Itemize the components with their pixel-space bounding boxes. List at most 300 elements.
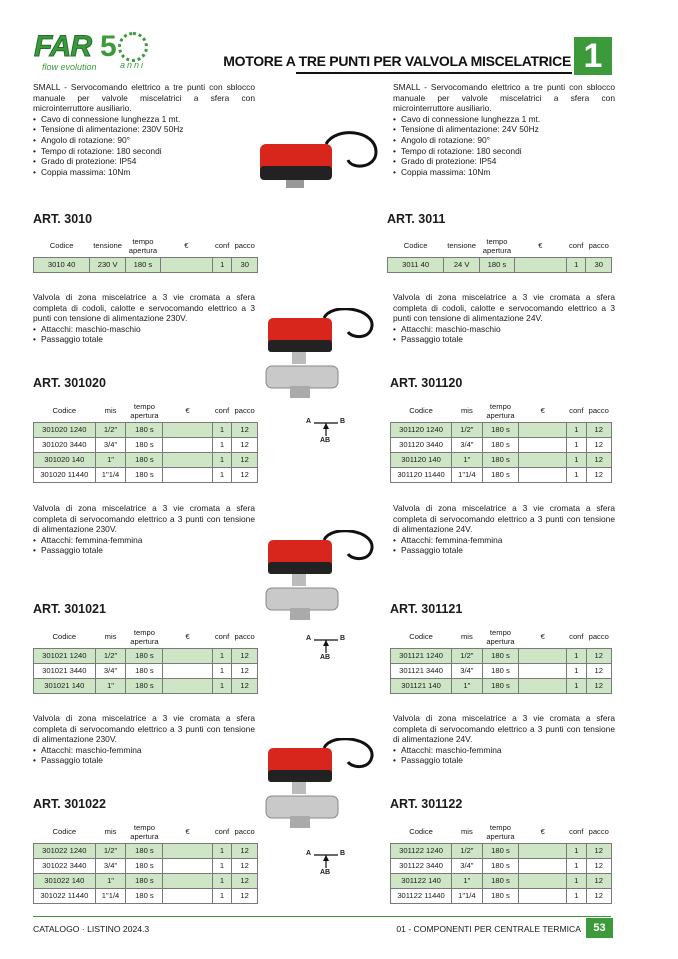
table-row xyxy=(391,437,612,452)
port-a-label: A xyxy=(306,418,312,425)
table-cell-tempo: 180 s xyxy=(126,467,163,482)
table-cell-pacco: 12 xyxy=(232,843,258,858)
table-cell-tempo: 180 s xyxy=(126,663,163,678)
brand-logo xyxy=(34,30,152,74)
column-header-mis: mis xyxy=(460,827,473,837)
actuator-image xyxy=(256,130,386,192)
table-cell-mis: 1/2" xyxy=(452,843,483,858)
table-cell-euro xyxy=(163,467,212,482)
table-row xyxy=(34,663,258,678)
table-cell-mis: 3/4" xyxy=(95,663,126,678)
table-cell-tempo: 180 s xyxy=(126,422,163,437)
column-header-conf: conf xyxy=(214,406,230,416)
table-cell-pacco: 12 xyxy=(232,422,258,437)
valve-image-301022 xyxy=(262,738,382,830)
column-header-pacco: pacco xyxy=(234,406,255,416)
port-b-label: B xyxy=(340,850,346,857)
table-cell-euro xyxy=(519,678,567,693)
table-row xyxy=(34,873,258,888)
table-cell-euro xyxy=(163,452,212,467)
table-cell-euro xyxy=(519,873,567,888)
table-cell-codice: 301122 3440 xyxy=(391,858,452,873)
price-table xyxy=(390,400,612,483)
column-header-pacco: pacco xyxy=(234,241,255,251)
table-cell-pacco: 12 xyxy=(232,663,258,678)
column-header-mis: mis xyxy=(104,827,117,837)
table-cell-conf: 1 xyxy=(212,467,232,482)
price-table xyxy=(33,400,258,483)
description-text: Valvola di zona miscelatrice a 3 vie cromata a sfera completa di servocomando elettrico a 3 punti con tensione di alimentazione 230V. xyxy=(33,503,255,535)
column-header-tempo: tempo apertura xyxy=(130,822,159,841)
column-header-codice: Codice xyxy=(52,406,77,416)
feature-item: • Attacchi: maschio-maschio xyxy=(33,324,255,335)
table-row xyxy=(34,452,258,467)
column-header-conf: conf xyxy=(569,406,584,416)
table-cell-tempo: 180 s xyxy=(126,452,163,467)
table-cell-pacco: 12 xyxy=(586,422,612,437)
table-cell-conf: 1 xyxy=(567,422,586,437)
article-number: ART. 301122 xyxy=(390,797,463,811)
table-cell-euro xyxy=(519,648,567,663)
table-cell-pacco: 12 xyxy=(232,678,258,693)
table-cell-conf: 1 xyxy=(566,257,585,272)
table-cell-conf: 1 xyxy=(567,873,586,888)
chapter-badge: 1 xyxy=(574,37,612,75)
table-cell-pacco: 12 xyxy=(232,648,258,663)
table-cell-tempo: 180 s xyxy=(126,873,163,888)
feature-item: • Angolo di rotazione: 90° xyxy=(393,135,615,146)
table-cell-mis: 1/2" xyxy=(452,422,483,437)
product-description xyxy=(393,292,615,345)
description-text: Valvola di zona miscelatrice a 3 vie cromata a sfera completa di servocomando elettrico a 3 punti con tensione di alimentazione 24V. xyxy=(393,713,615,745)
table-row xyxy=(34,843,258,858)
footer-divider xyxy=(33,916,611,917)
feature-item: • Attacchi: maschio-femmina xyxy=(393,745,615,756)
column-header-euro: € xyxy=(185,827,190,837)
column-header-tempo: tempo apertura xyxy=(486,822,515,841)
description-text: Valvola di zona miscelatrice a 3 vie cromata a sfera completa di codoli, calotte e servocomando elettrico a 3 punti con tensione di alimentazione 230V. xyxy=(33,292,255,324)
table-cell-euro xyxy=(519,888,567,903)
column-header-mis: mis xyxy=(104,632,117,642)
table-row xyxy=(391,843,612,858)
table-cell-pacco: 12 xyxy=(586,873,612,888)
table-cell-conf: 1 xyxy=(212,422,232,437)
table-row xyxy=(34,858,258,873)
table-cell-mis: 1/2" xyxy=(452,648,483,663)
page-number: 53 xyxy=(586,918,613,938)
table-cell-conf: 1 xyxy=(567,843,586,858)
table-cell-conf: 1 xyxy=(212,648,232,663)
port-a-label: A xyxy=(306,635,312,642)
table-cell-conf: 1 xyxy=(212,858,232,873)
feature-list xyxy=(393,324,615,345)
table-cell-codice: 301121 140 xyxy=(391,678,452,693)
article-number: ART. 301121 xyxy=(390,602,463,616)
table-cell-mis: 3/4" xyxy=(95,437,126,452)
table-cell-conf: 1 xyxy=(212,678,232,693)
table-cell-tempo: 180 s xyxy=(126,437,163,452)
flow-diagram xyxy=(304,414,348,454)
table-cell-euro xyxy=(163,873,212,888)
table-cell-codice: 301020 3440 xyxy=(34,437,96,452)
table-row xyxy=(391,858,612,873)
table-cell-euro xyxy=(519,452,567,467)
valve-image-301020 xyxy=(262,308,382,400)
column-header-tempo: tempo apertura xyxy=(130,627,159,646)
column-header-codice: Codice xyxy=(409,632,433,642)
table-row xyxy=(388,257,612,272)
table-cell-pacco: 30 xyxy=(232,257,258,272)
table-cell-euro xyxy=(514,257,566,272)
table-cell-tempo: 180 s xyxy=(482,663,519,678)
table-cell-codice: 301121 1240 xyxy=(391,648,452,663)
table-cell-euro xyxy=(163,437,212,452)
column-header-tempo: tempo apertura xyxy=(128,236,158,255)
logo-tagline: flow evolution xyxy=(42,62,97,72)
column-header-conf: conf xyxy=(214,827,230,837)
table-cell-euro xyxy=(163,678,212,693)
table-cell-pacco: 12 xyxy=(586,858,612,873)
product-description xyxy=(33,292,255,345)
table-cell-pacco: 12 xyxy=(232,452,258,467)
page-title: MOTORE A TRE PUNTI PER VALVOLA MISCELATRICE xyxy=(223,53,571,69)
table-row xyxy=(34,678,258,693)
article-number: ART. 3011 xyxy=(387,212,446,226)
table-cell-codice: 301120 3440 xyxy=(391,437,452,452)
table-cell-codice: 301022 1240 xyxy=(34,843,96,858)
column-header-codice: Codice xyxy=(403,241,428,251)
table-cell-tempo: 180 s xyxy=(480,257,515,272)
table-cell-tempo: 180 s xyxy=(482,452,519,467)
table-cell-mis: 1"1/4 xyxy=(95,467,126,482)
column-header-mis: mis xyxy=(104,406,117,416)
column-header-euro: € xyxy=(540,406,545,416)
table-cell-pacco: 12 xyxy=(586,888,612,903)
logo-text: FAR xyxy=(34,30,91,63)
table-cell-mis: 1"1/4 xyxy=(452,467,483,482)
product-description xyxy=(33,503,255,556)
table-cell-codice: 301020 1240 xyxy=(34,422,96,437)
column-header-tempo: tempo apertura xyxy=(486,401,515,420)
table-cell-conf: 1 xyxy=(212,843,232,858)
column-header-codice: Codice xyxy=(409,406,433,416)
feature-item: • Cavo di connessione lunghezza 1 mt. xyxy=(33,114,255,125)
table-row xyxy=(34,422,258,437)
table-cell-tempo: 180 s xyxy=(482,843,519,858)
price-table xyxy=(33,235,258,273)
table-cell-pacco: 12 xyxy=(586,437,612,452)
table-cell-euro xyxy=(160,257,212,272)
table-cell-euro xyxy=(519,843,567,858)
table-cell-pacco: 12 xyxy=(586,467,612,482)
table-cell-euro xyxy=(163,422,212,437)
logo-number: 5 xyxy=(100,30,117,63)
table-row xyxy=(391,467,612,482)
column-header-euro: € xyxy=(538,241,543,251)
table-cell-tempo: 180 s xyxy=(482,648,519,663)
table-cell-pacco: 12 xyxy=(232,467,258,482)
table-cell-tempo: 180 s xyxy=(126,888,163,903)
table-row xyxy=(34,257,258,272)
price-table xyxy=(33,626,258,694)
description-text: SMALL - Servocomando elettrico a tre punti con sblocco manuale per valvole miscelatrici a sfera con microinterruttore ausiliario. xyxy=(33,82,255,114)
table-cell-pacco: 12 xyxy=(586,843,612,858)
table-cell-conf: 1 xyxy=(567,467,586,482)
table-cell-euro xyxy=(519,858,567,873)
table-cell-codice: 301022 11440 xyxy=(34,888,96,903)
table-row xyxy=(34,467,258,482)
table-cell-pacco: 12 xyxy=(232,437,258,452)
feature-list xyxy=(33,745,255,766)
table-cell-tempo: 180 s xyxy=(126,257,161,272)
feature-item: • Coppia massima: 10Nm xyxy=(33,167,255,178)
feature-list xyxy=(33,535,255,556)
feature-list xyxy=(33,324,255,345)
feature-item: • Tempo di rotazione: 180 secondi xyxy=(393,146,615,157)
feature-item: • Tempo di rotazione: 180 secondi xyxy=(33,146,255,157)
price-table xyxy=(387,235,612,273)
table-cell-tempo: 180 s xyxy=(482,858,519,873)
table-cell-codice: 301021 3440 xyxy=(34,663,96,678)
table-cell-mis: 1/2" xyxy=(95,843,126,858)
table-cell-mis: 1"1/4 xyxy=(452,888,483,903)
table-cell-conf: 1 xyxy=(567,663,586,678)
table-cell-mis: 3/4" xyxy=(452,663,483,678)
logo-anni: anni xyxy=(120,60,146,70)
product-description xyxy=(393,503,615,556)
column-header-tensione: tensione xyxy=(447,241,476,251)
table-cell-tempo: 180 s xyxy=(482,678,519,693)
feature-list xyxy=(393,114,615,178)
table-cell-tempo: 180 s xyxy=(482,437,519,452)
table-cell-euro xyxy=(163,858,212,873)
table-cell-conf: 1 xyxy=(212,888,232,903)
column-header-euro: € xyxy=(184,241,189,251)
column-header-conf: conf xyxy=(569,632,584,642)
table-cell-mis: 1" xyxy=(95,678,126,693)
column-header-codice: Codice xyxy=(49,241,74,251)
column-header-euro: € xyxy=(540,632,545,642)
column-header-codice: Codice xyxy=(52,632,77,642)
table-cell-codice: 301120 140 xyxy=(391,452,452,467)
table-cell-codice: 301022 140 xyxy=(34,873,96,888)
column-header-codice: Codice xyxy=(52,827,77,837)
column-header-tempo: tempo apertura xyxy=(482,236,512,255)
feature-item: • Passaggio totale xyxy=(33,334,255,345)
price-table xyxy=(33,821,258,904)
table-cell-codice: 3011 40 xyxy=(388,257,444,272)
description-text: SMALL - Servocomando elettrico a tre punti con sblocco manuale per valvole miscelatrici a sfera con microinterruttore ausiliario. xyxy=(393,82,615,114)
feature-item: • Grado di protezione: IP54 xyxy=(393,156,615,167)
price-table xyxy=(390,821,612,904)
table-cell-pacco: 30 xyxy=(586,257,612,272)
table-cell-conf: 1 xyxy=(212,437,232,452)
table-cell-euro xyxy=(519,663,567,678)
table-cell-tensione: 24 V xyxy=(444,257,480,272)
feature-item: • Tensione di alimentazione: 230V 50Hz xyxy=(33,124,255,135)
table-cell-mis: 3/4" xyxy=(452,437,483,452)
article-number: ART. 301022 xyxy=(33,797,106,811)
table-cell-codice: 301020 11440 xyxy=(34,467,96,482)
column-header-tempo: tempo apertura xyxy=(130,401,159,420)
table-cell-mis: 1" xyxy=(452,678,483,693)
table-cell-euro xyxy=(163,663,212,678)
table-cell-conf: 1 xyxy=(567,648,586,663)
table-cell-pacco: 12 xyxy=(586,452,612,467)
table-row xyxy=(391,888,612,903)
column-header-euro: € xyxy=(185,632,190,642)
product-description xyxy=(33,82,255,177)
column-header-euro: € xyxy=(540,827,545,837)
table-cell-mis: 1" xyxy=(452,873,483,888)
table-row xyxy=(391,873,612,888)
table-cell-tempo: 180 s xyxy=(482,888,519,903)
article-number: ART. 3010 xyxy=(33,212,93,226)
port-b-label: B xyxy=(340,418,346,425)
product-description xyxy=(393,713,615,766)
table-row xyxy=(391,422,612,437)
column-header-codice: Codice xyxy=(409,827,433,837)
column-header-mis: mis xyxy=(460,406,473,416)
table-cell-mis: 1" xyxy=(95,452,126,467)
table-cell-codice: 301122 140 xyxy=(391,873,452,888)
footer-chapter: 01 - COMPONENTI PER CENTRALE TERMICA xyxy=(396,924,581,934)
table-cell-mis: 1" xyxy=(452,452,483,467)
table-cell-tempo: 180 s xyxy=(126,843,163,858)
flow-diagram xyxy=(304,846,348,886)
table-cell-euro xyxy=(519,422,567,437)
feature-list xyxy=(393,745,615,766)
feature-item: • Passaggio totale xyxy=(393,755,615,766)
port-a-label: A xyxy=(306,850,312,857)
column-header-tensione: tensione xyxy=(93,241,122,251)
feature-item: • Grado di protezione: IP54 xyxy=(33,156,255,167)
table-cell-pacco: 12 xyxy=(586,678,612,693)
port-ab-label: AB xyxy=(320,869,331,876)
table-cell-conf: 1 xyxy=(212,663,232,678)
feature-item: • Angolo di rotazione: 90° xyxy=(33,135,255,146)
flow-diagram xyxy=(304,631,348,671)
column-header-conf: conf xyxy=(215,241,230,251)
description-text: Valvola di zona miscelatrice a 3 vie cromata a sfera completa di servocomando elettrico a 3 punti con tensione di alimentazione 230V. xyxy=(33,713,255,745)
feature-item: • Cavo di connessione lunghezza 1 mt. xyxy=(393,114,615,125)
article-number: ART. 301020 xyxy=(33,376,106,390)
article-number: ART. 301120 xyxy=(390,376,463,390)
table-cell-codice: 301122 1240 xyxy=(391,843,452,858)
table-row xyxy=(34,888,258,903)
table-cell-mis: 1"1/4 xyxy=(95,888,126,903)
table-cell-codice: 3010 40 xyxy=(34,257,90,272)
table-cell-codice: 301022 3440 xyxy=(34,858,96,873)
table-cell-conf: 1 xyxy=(567,437,586,452)
product-description xyxy=(33,713,255,766)
feature-list xyxy=(393,535,615,556)
column-header-conf: conf xyxy=(569,241,584,251)
table-cell-conf: 1 xyxy=(567,888,586,903)
table-cell-mis: 3/4" xyxy=(95,858,126,873)
article-number: ART. 301021 xyxy=(33,602,106,616)
column-header-pacco: pacco xyxy=(588,632,609,642)
table-row xyxy=(34,437,258,452)
table-cell-mis: 3/4" xyxy=(452,858,483,873)
title-underline xyxy=(296,72,572,74)
feature-item: • Passaggio totale xyxy=(33,545,255,556)
table-cell-pacco: 12 xyxy=(586,648,612,663)
table-cell-codice: 301021 1240 xyxy=(34,648,96,663)
table-cell-euro xyxy=(163,843,212,858)
port-ab-label: AB xyxy=(320,437,331,444)
column-header-pacco: pacco xyxy=(588,827,609,837)
feature-item: • Passaggio totale xyxy=(393,545,615,556)
feature-item: • Passaggio totale xyxy=(33,755,255,766)
table-row xyxy=(391,663,612,678)
feature-item: • Tensione di alimentazione: 24V 50Hz xyxy=(393,124,615,135)
table-cell-euro xyxy=(519,467,567,482)
table-cell-codice: 301021 140 xyxy=(34,678,96,693)
table-cell-conf: 1 xyxy=(212,452,232,467)
table-cell-pacco: 12 xyxy=(232,873,258,888)
feature-item: • Attacchi: maschio-femmina xyxy=(33,745,255,756)
table-cell-codice: 301121 3440 xyxy=(391,663,452,678)
port-ab-label: AB xyxy=(320,654,331,661)
product-description xyxy=(393,82,615,177)
valve-image-301021 xyxy=(262,530,382,622)
table-row xyxy=(34,648,258,663)
table-cell-conf: 1 xyxy=(212,257,231,272)
table-cell-tempo: 180 s xyxy=(482,422,519,437)
column-header-tempo: tempo apertura xyxy=(486,627,515,646)
table-cell-codice: 301122 11440 xyxy=(391,888,452,903)
table-cell-conf: 1 xyxy=(212,873,232,888)
table-cell-tempo: 180 s xyxy=(126,858,163,873)
column-header-pacco: pacco xyxy=(588,241,609,251)
table-row xyxy=(391,452,612,467)
table-cell-conf: 1 xyxy=(567,452,586,467)
table-cell-codice: 301120 1240 xyxy=(391,422,452,437)
column-header-mis: mis xyxy=(460,632,473,642)
column-header-pacco: pacco xyxy=(234,632,255,642)
feature-item: • Passaggio totale xyxy=(393,334,615,345)
table-cell-pacco: 12 xyxy=(232,858,258,873)
column-header-pacco: pacco xyxy=(234,827,255,837)
description-text: Valvola di zona miscelatrice a 3 vie cromata a sfera completa di servocomando elettrico a 3 punti con tensione di alimentazione 24V. xyxy=(393,503,615,535)
table-cell-euro xyxy=(163,888,212,903)
feature-item: • Attacchi: maschio-maschio xyxy=(393,324,615,335)
table-cell-pacco: 12 xyxy=(586,663,612,678)
column-header-conf: conf xyxy=(569,827,584,837)
table-cell-tempo: 180 s xyxy=(126,648,163,663)
feature-list xyxy=(33,114,255,178)
port-b-label: B xyxy=(340,635,346,642)
table-cell-conf: 1 xyxy=(567,678,586,693)
table-cell-mis: 1/2" xyxy=(95,648,126,663)
table-cell-mis: 1/2" xyxy=(95,422,126,437)
table-cell-codice: 301120 11440 xyxy=(391,467,452,482)
description-text: Valvola di zona miscelatrice a 3 vie cromata a sfera completa di codoli, calotte e servocomando elettrico a 3 punti con tensione di alimentazione 24V. xyxy=(393,292,615,324)
table-cell-euro xyxy=(519,437,567,452)
column-header-conf: conf xyxy=(214,632,230,642)
table-cell-pacco: 12 xyxy=(232,888,258,903)
column-header-euro: € xyxy=(185,406,190,416)
table-cell-tensione: 230 V xyxy=(90,257,126,272)
table-row xyxy=(391,648,612,663)
feature-item: • Coppia massima: 10Nm xyxy=(393,167,615,178)
table-cell-conf: 1 xyxy=(567,858,586,873)
table-cell-tempo: 180 s xyxy=(126,678,163,693)
table-cell-tempo: 180 s xyxy=(482,873,519,888)
feature-item: • Attacchi: femmina-femmina xyxy=(33,535,255,546)
price-table xyxy=(390,626,612,694)
